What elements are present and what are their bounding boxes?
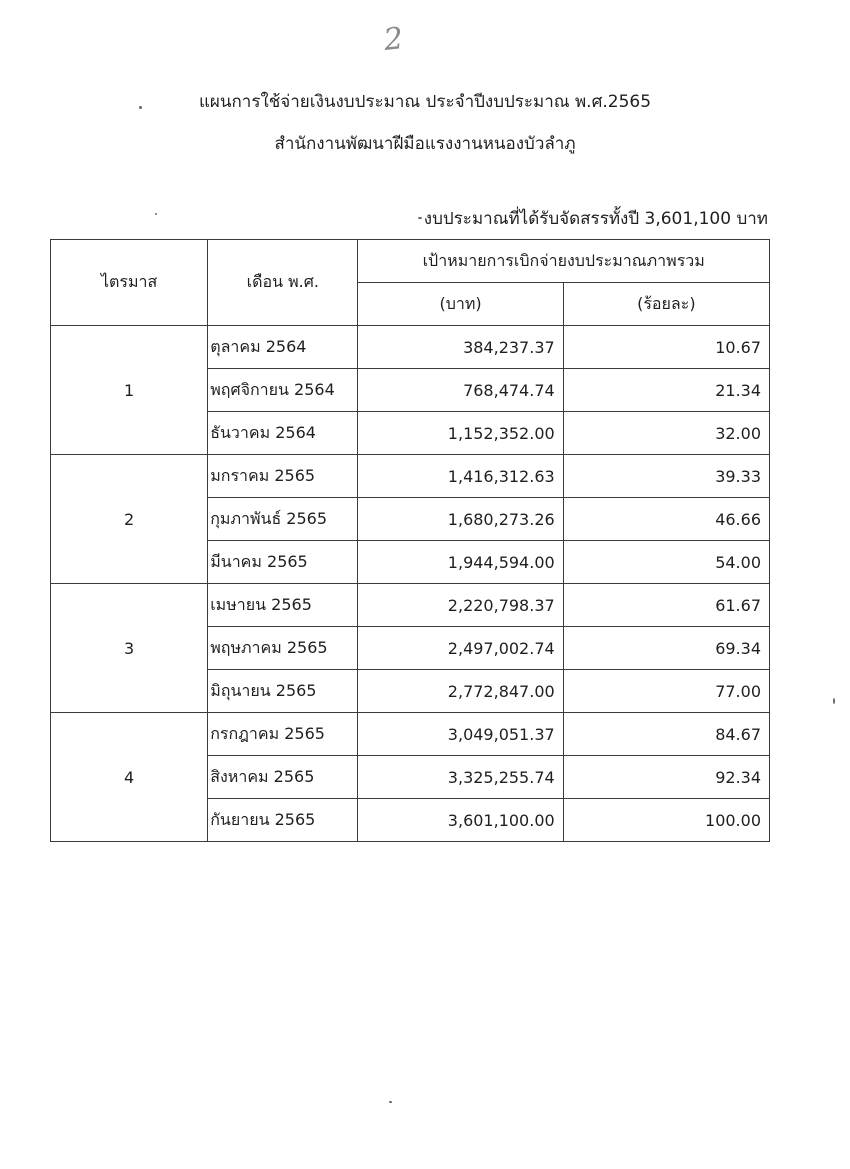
table-row	[51, 326, 770, 369]
month-cell: ตุลาคม 2564	[208, 326, 358, 369]
budget-plan-table	[50, 239, 770, 842]
month-cell: เมษายน 2565	[208, 584, 358, 627]
baht-cell: 1,944,594.00	[358, 541, 563, 584]
header-percent: (ร้อยละ)	[563, 283, 769, 326]
header-baht: (บาท)	[358, 283, 563, 326]
percent-cell: 92.34	[563, 756, 769, 799]
baht-cell: 1,680,273.26	[358, 498, 563, 541]
handwritten-page-number: 2	[382, 21, 405, 58]
month-cell: มีนาคม 2565	[208, 541, 358, 584]
percent-cell: 84.67	[563, 713, 769, 756]
header-month: เดือน พ.ศ.	[208, 240, 358, 326]
month-cell: พฤศจิกายน 2564	[208, 369, 358, 412]
percent-cell: 32.00	[563, 412, 769, 455]
quarter-cell: 4	[51, 713, 208, 842]
percent-cell: 54.00	[563, 541, 769, 584]
baht-cell: 3,049,051.37	[358, 713, 563, 756]
baht-cell: 2,220,798.37	[358, 584, 563, 627]
percent-cell: 61.67	[563, 584, 769, 627]
baht-cell: 1,152,352.00	[358, 412, 563, 455]
scan-speck	[418, 217, 422, 219]
baht-cell: 1,416,312.63	[358, 455, 563, 498]
percent-cell: 21.34	[563, 369, 769, 412]
quarter-cell: 2	[51, 455, 208, 584]
baht-cell: 3,325,255.74	[358, 756, 563, 799]
annual-budget-total: งบประมาณที่ได้รับจัดสรรทั้งปี 3,601,100 บาท	[423, 209, 768, 229]
scan-speck	[139, 106, 142, 109]
scan-speck	[389, 1101, 392, 1103]
office-name: สำนักงานพัฒนาฝีมือแรงงานหนองบัวลำภู	[274, 134, 576, 154]
month-cell: กรกฎาคม 2565	[208, 713, 358, 756]
header-disbursement-target: เป้าหมายการเบิกจ่ายงบประมาณภาพรวม	[358, 240, 770, 283]
month-cell: มกราคม 2565	[208, 455, 358, 498]
baht-cell: 2,772,847.00	[358, 670, 563, 713]
percent-cell: 77.00	[563, 670, 769, 713]
scan-speck	[833, 698, 835, 704]
month-cell: สิงหาคม 2565	[208, 756, 358, 799]
table-row	[51, 584, 770, 627]
month-cell: พฤษภาคม 2565	[208, 627, 358, 670]
header-quarter: ไตรมาส	[51, 240, 208, 326]
percent-cell: 100.00	[563, 799, 769, 842]
table-row	[51, 713, 770, 756]
baht-cell: 768,474.74	[358, 369, 563, 412]
month-cell: มิถุนายน 2565	[208, 670, 358, 713]
baht-cell: 3,601,100.00	[358, 799, 563, 842]
document-title: แผนการใช้จ่ายเงินงบประมาณ ประจำปีงบประมาณ พ.ศ.2565	[198, 92, 652, 112]
baht-cell: 2,497,002.74	[358, 627, 563, 670]
percent-cell: 39.33	[563, 455, 769, 498]
month-cell: กันยายน 2565	[208, 799, 358, 842]
month-cell: กุมภาพันธ์ 2565	[208, 498, 358, 541]
baht-cell: 384,237.37	[358, 326, 563, 369]
percent-cell: 10.67	[563, 326, 769, 369]
quarter-cell: 3	[51, 584, 208, 713]
month-cell: ธันวาคม 2564	[208, 412, 358, 455]
percent-cell: 69.34	[563, 627, 769, 670]
scan-speck	[155, 213, 157, 215]
quarter-cell: 1	[51, 326, 208, 455]
table-row	[51, 455, 770, 498]
percent-cell: 46.66	[563, 498, 769, 541]
